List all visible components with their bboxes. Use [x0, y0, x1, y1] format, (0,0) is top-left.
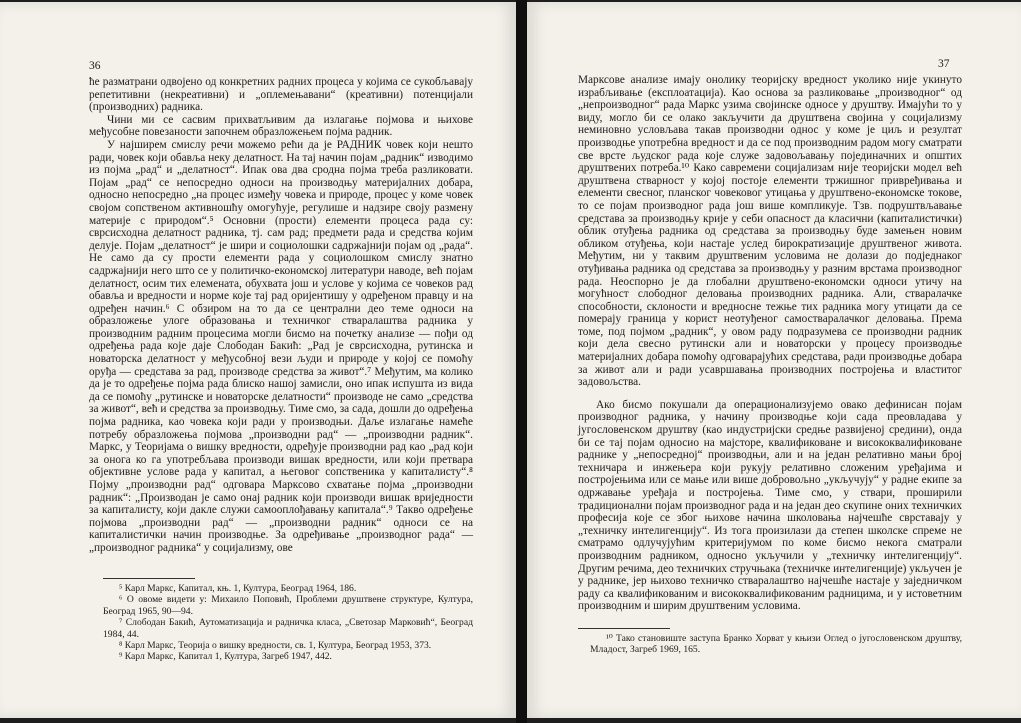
page-number-left: 36 [89, 60, 101, 72]
left-page [0, 2, 516, 718]
right-paragraph-2: Ако бисмо покушали да операционализујемо овако дефинисан појам производног радника, у начину производње који сада преовладава у југословенском друштву (као индустријски средње развијеној средини), онда би се тај појам односио на мајсторе, квалификоване и висококвалификоване раднике у „непосредној“ производњи, али и на један релативно мањи број техничара и инжењера који рукују релативно сложеним уређајима и постројењима или се мање или више добровољно „укључују“ у радне екипе за одржавање уређаја и постројења. Тиме смо, у ствари, проширили традиционални појам производног рада и на један део скупине оних техничких професија које се због њихове начина школовања најчешће сврставају у „техничку интелигенцију“. Из тога произилази да степен школске спреме не сматрамо одлучујућим критеријумом по коме бисмо некога сматрали производним радником, односно укључили у „техничку интелигенцију“. Другим речима, део техничких стручњака (техничке интелигенције) укључен је у раднике, јер њихово техничко стваралаштво најчешће настаје у заједничком раду са квалификованим и висококвалификованим радницима, и у истоветним производним и ширим друштвеним условима. [578, 398, 962, 613]
left-footnotes [103, 583, 473, 663]
footnote-8: ⁸ Карл Маркс, Теорија о вишку вредности, св. 1, Култура, Београд 1953, 373. [119, 640, 432, 652]
right-paragraph-1: Марксове анализе имају онолику теоријску вредност уколико није укинуто израбљивање (експлоатација). Као основа за разликовање „производног“ од „непроизводног“ рада Маркс узима својинске односе у друштву. Имајући то у виду, могло би се олако закључити да друштвена својина у социјализму неминовно условљава такав производни однос у коме је циљ и резултат производње употребна вредност и да се под производним радом могу сматрати све врсте људског рада које служе задовољавању појединачних и општих друштвених потреба.¹⁰ Како савремени социјализам није теоријски модел већ друштвена стварност у којој постоје елементи тржишног привређивања и елементи свесног, планског човековог утицања у друштвено-економске токове, то се појам производног рада још више компликује. Тзв. подруштвљавање средстава за производњу крије у себи опасност да класични (капиталистички) облик отуђења радника од средстава за производњу буде замењен новим обликом отуђења, који настаје услед бирократизације друштвеног живота. Међутим, ни у таквим друштвеним условима не долази до подједнаког отуђивања радника од средстава за производњу у разним врстама производног рада. Неоспорно је да глобални друштвено-економски односи утичу на могућност слободног деловања производних радника. Али, стваралачке способности, склоности и вредносне тежње тих радника могу утицати да се померају граница у корист неотуђеног самостваралачког деловања. Према томе, под појмом „радник“, у овом раду подразумева се производни радник који дела свесно рутински али и новаторски у процесу производње материјалних добара помоћу одговарајућих средстава, ради производње добара за живот али и ради усавршавања производних постројења и властитог задовољства. [578, 74, 962, 389]
footnote-rule-left [103, 578, 195, 579]
footnote-rule-right [578, 628, 670, 629]
footnote-10: ¹⁰ Тако становиште заступа Бранко Хорват у књизи Оглед о југословенском друштву, Младост, Загреб 1969, 165. [590, 633, 962, 656]
page-number-right: 37 [938, 58, 950, 70]
footnote-9: ⁹ Карл Маркс, Капитал 1, Култура, Загреб 1947, 442. [119, 651, 332, 663]
left-body-text [89, 76, 473, 555]
right-footnotes [590, 633, 962, 656]
footnote-7: ⁷ Слободан Бакић, Аутоматизација и радничка класа, „Светозар Марковић“, Београд 1984, 44. [103, 617, 473, 640]
footnote-5: ⁵ Карл Маркс, Капитал, књ. 1, Култура, Београд 1964, 186. [119, 583, 357, 594]
left-paragraph-2: Чини ми се сасвим прихватљивим да излагање појмова и њихове међусобне повезаности започнем образложењем појма радник. [89, 113, 473, 139]
book-gutter [516, 0, 527, 723]
left-paragraph-1: ће разматрани одвојено од конкретних радних процеса у којима се сукобљавају репетитивни (некреативни) и „оплемењавани“ (креативни) потенцијали (производних) радника. [89, 76, 473, 114]
footnote-6: ⁶ О овоме видети у: Михаило Поповић, Проблеми друштвене структуре, Култура, Београд 1965, 90—94. [103, 594, 473, 617]
left-paragraph-3: У најширем смислу речи можемо рећи да је РАДНИК човек који нешто ради, човек који обавља неку делатност. На тај начин појам „радник“ изводимо из појма „рад“ и „делатност“. Ипак ова два сродна појма треба разликовати. Појам „рад“ се непосредно односи на производњу материјалних добара, односно непосредно „на процес између човека и природе, процес у коме човек својом сопственом активношћу омогућује, регулише и надзире своју размену материје с природом“.⁵ Основни (прости) елементи процеса рада су: сврсисходна делатност радника, тј. сам рад; предмети рада и средства којим делује. Појам „делатност“ је шири и социолошки садржајнији појам од „рада“. Не само да су прости елементи рада у социолошком смислу знатно садржајнији него што се у политичко-економској литератури наводе, већ појам делатност, осим тих елемената, обухвата још и услове у којима се човеков рад обавља и вредности и норме које тај рад оријентишу у одређеном правцу и на одређен начин.⁶ С обзиром на то да се централни део теме односи на образложење улоге образовања и техничког стваралаштва радника у производним радним процесима могли бисмо на почетку анализе — пођи од одређења рада које даје Слободан Бакић: „Рад је сврсисходна, рутинска и новаторска делатност у међусобној вези људи и природе у којој се помоћу оруђа — средстава за рад, производе средства за живот“.⁷ Међутим, ма колико да је то одређење појма рада блиско нашој замисли, оно ипак испушта из вида да се помоћу „рутинске и новаторске делатности“ производе не само „средства за живот“, већ и средства за производњу. Тиме смо, за сада, дошли до одређења појма радника, као човека који ради у производњи. Даље излагање намеће потребу образложења појмова „производни рад“ — „производни радник“. Маркс, у Теоријама о вишку вредности, одређује производни рад као „рад који за онога ко га употребљава производи вишак вредности, или који претвара објективне услове рада у капитал, а његовог сопственика у капиталисту“.⁸ Појму „производни рад“ одговара Марксово схватање појма „производни радник“: „Производан је само онај радник који производи вишак вриједности за капиталисту, који дакле служи самооплођавању капитала“.⁹ Такво одређење појмова „производни рад“ — „производни радник“ односи се на капиталистички начин производње. За одређивање „производног рада“ — „производног радника“ у социјализму, ове [89, 138, 473, 554]
right-body-text [578, 74, 962, 613]
